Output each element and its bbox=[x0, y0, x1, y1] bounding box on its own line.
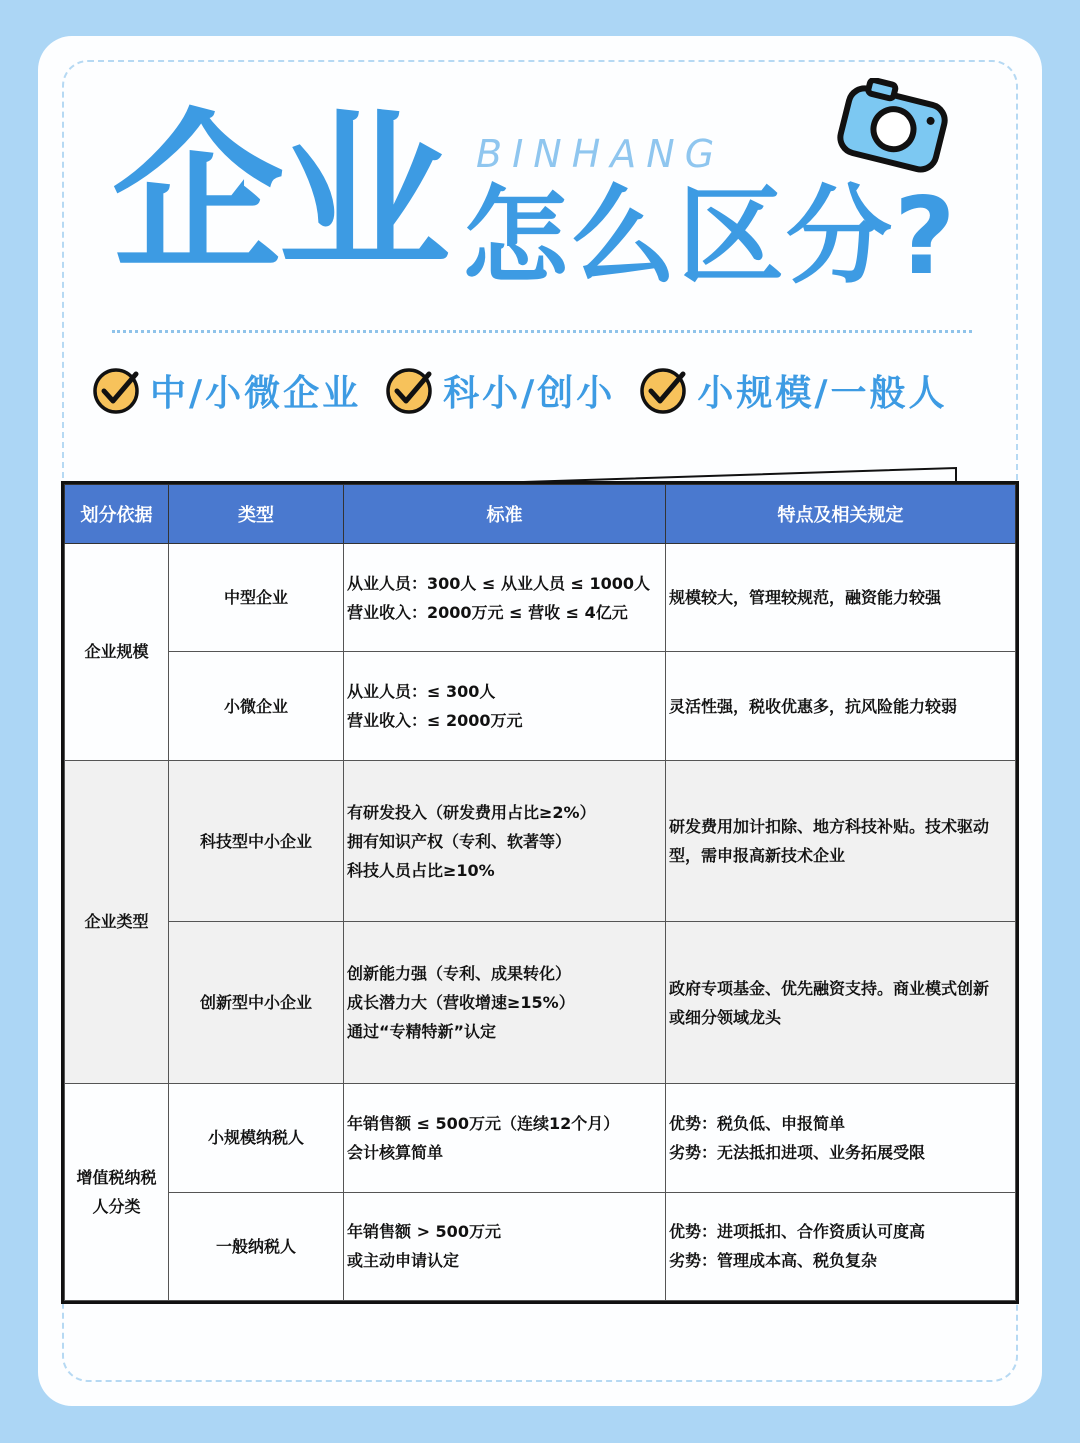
table-header-row bbox=[65, 485, 1016, 544]
classification-table bbox=[61, 481, 1019, 1304]
type-cell: 中型企业 bbox=[169, 544, 344, 652]
tag-item bbox=[90, 364, 361, 416]
standard-line: 有研发投入（研发费用占比≥2%） bbox=[347, 802, 596, 822]
standard-line: 从业人员：≤ 300人 bbox=[347, 682, 496, 702]
notes-line: 研发费用加计扣除、地方科技补贴。技术驱动 bbox=[669, 817, 990, 837]
notes-line: 优势：进项抵扣、合作资质认可度高 bbox=[669, 1222, 926, 1242]
notes-line: 或细分领域龙头 bbox=[669, 1007, 782, 1027]
standard-line: 营业收入：2000万元 ≤ 营收 ≤ 4亿元 bbox=[347, 602, 628, 622]
notes-line: 政府专项基金、优先融资支持。商业模式创新 bbox=[669, 978, 990, 998]
table-row bbox=[65, 922, 1016, 1084]
column-header: 类型 bbox=[169, 485, 344, 544]
check-circle-icon bbox=[383, 364, 435, 416]
tag-item bbox=[637, 364, 947, 416]
notes-cell bbox=[666, 922, 1016, 1084]
camera-icon bbox=[834, 78, 952, 176]
standard-line: 年销售额 > 500万元 bbox=[347, 1222, 501, 1242]
type-cell: 创新型中小企业 bbox=[169, 922, 344, 1084]
table-row bbox=[65, 760, 1016, 922]
column-header: 特点及相关规定 bbox=[666, 485, 1016, 544]
table-row bbox=[65, 652, 1016, 760]
notes-line: 劣势：无法抵扣进项、业务拓展受限 bbox=[669, 1142, 926, 1162]
notes-line: 型，需申报高新技术企业 bbox=[669, 846, 846, 866]
standard-cell bbox=[344, 544, 666, 652]
notes-cell bbox=[666, 760, 1016, 922]
type-cell: 科技型中小企业 bbox=[169, 760, 344, 922]
column-header: 标准 bbox=[344, 485, 666, 544]
group-label-text: 企业规模 bbox=[84, 642, 149, 662]
standard-line: 从业人员：300人 ≤ 从业人员 ≤ 1000人 bbox=[347, 573, 651, 593]
standard-cell bbox=[344, 922, 666, 1084]
notes-cell bbox=[666, 1192, 1016, 1300]
notes-cell bbox=[666, 652, 1016, 760]
check-circle-icon bbox=[637, 364, 689, 416]
page-title-main: 企业 bbox=[112, 93, 444, 294]
notes-line: 劣势：管理成本高、税负复杂 bbox=[669, 1251, 878, 1271]
standard-line: 年销售额 ≤ 500万元（连续12个月） bbox=[347, 1113, 620, 1133]
brand-watermark: BINHANG bbox=[476, 132, 725, 176]
standard-line: 创新能力强（专利、成果转化） bbox=[347, 964, 572, 984]
standard-line: 拥有知识产权（专利、软著等） bbox=[347, 831, 572, 851]
standard-line: 通过“专精特新”认定 bbox=[347, 1022, 497, 1042]
standard-line: 成长潜力大（营收增速≥15%） bbox=[347, 993, 575, 1013]
table bbox=[64, 484, 1016, 1301]
notes-cell bbox=[666, 544, 1016, 652]
standard-line: 会计核算简单 bbox=[347, 1142, 444, 1162]
tag-label: 科小/创小 bbox=[443, 372, 616, 414]
page-title-sub: 怎么区分? bbox=[462, 175, 958, 298]
standard-line: 或主动申请认定 bbox=[347, 1251, 460, 1271]
group-label bbox=[65, 1084, 169, 1301]
group-label bbox=[65, 544, 169, 761]
type-cell: 小微企业 bbox=[169, 652, 344, 760]
standard-cell bbox=[344, 652, 666, 760]
dotted-divider bbox=[112, 330, 972, 333]
table-row bbox=[65, 544, 1016, 652]
notes-line: 灵活性强，税收优惠多，抗风险能力较弱 bbox=[669, 696, 958, 716]
type-cell: 小规模纳税人 bbox=[169, 1084, 344, 1192]
standard-line: 科技人员占比≥10% bbox=[347, 860, 495, 880]
standard-line: 营业收入：≤ 2000万元 bbox=[347, 711, 523, 731]
standard-cell bbox=[344, 760, 666, 922]
table-row bbox=[65, 1192, 1016, 1300]
category-tags bbox=[90, 362, 969, 418]
group-label-text: 增值税纳税 bbox=[76, 1168, 157, 1188]
tag-item bbox=[383, 364, 615, 416]
type-cell: 一般纳税人 bbox=[169, 1192, 344, 1300]
check-circle-icon bbox=[90, 364, 142, 416]
standard-cell bbox=[344, 1192, 666, 1300]
notes-cell bbox=[666, 1084, 1016, 1192]
tag-label: 小规模/一般人 bbox=[697, 372, 948, 414]
group-label bbox=[65, 760, 169, 1083]
group-label-text: 企业类型 bbox=[84, 912, 149, 932]
tag-label: 中/小微企业 bbox=[150, 372, 362, 414]
column-header: 划分依据 bbox=[65, 485, 169, 544]
notes-line: 优势：税负低、申报简单 bbox=[669, 1113, 846, 1133]
standard-cell bbox=[344, 1084, 666, 1192]
notes-line: 规模较大，管理较规范，融资能力较强 bbox=[669, 588, 942, 608]
table-row bbox=[65, 1084, 1016, 1192]
group-label-text: 人分类 bbox=[92, 1197, 141, 1217]
